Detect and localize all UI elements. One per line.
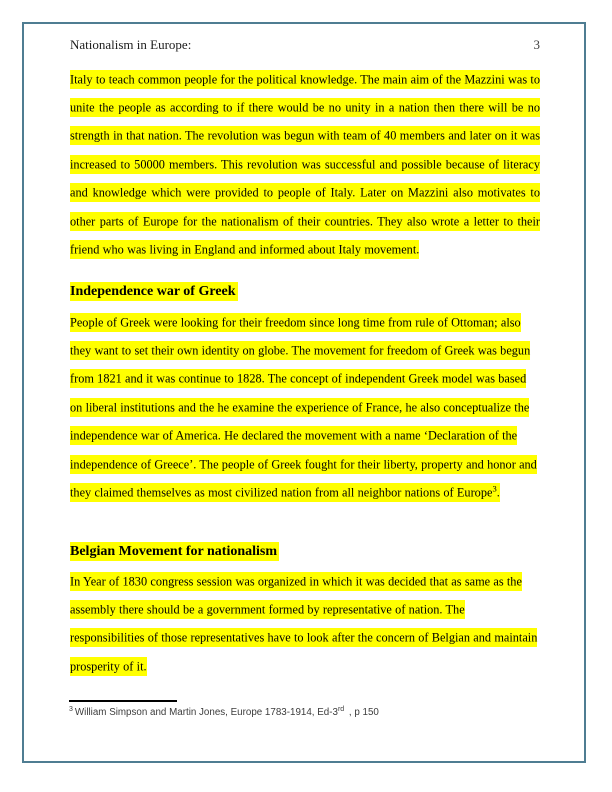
paragraph-belgian — [70, 567, 540, 681]
footnote — [69, 706, 549, 719]
paragraph-mazzini-text: Italy to teach common people for the political knowledge. The main aim of the Mazzini was to unite the people as according to if there would be no unity in a nation then there will be no strength in that nation. The revolution was begun with team of 40 members and later on it was increased to 50000 members. This revolution was successful and possible because of literacy and knowledge which were provided to people of Italy. Later on Mazzini also motivates to other parts of Europe for the nationalism of their countries. They also wrote a letter to their friend who was living in England and informed about Italy movement. — [70, 72, 540, 257]
heading-independence-war-of-greek — [70, 282, 238, 302]
highlight — [70, 313, 537, 503]
highlight — [70, 282, 238, 301]
footnote-tail: , p 150 — [346, 707, 379, 718]
footnote-reference: 3 — [492, 483, 497, 494]
page-number: 3 — [533, 37, 540, 52]
footnote-separator — [69, 700, 177, 702]
highlight — [70, 572, 537, 676]
paragraph-belgian-text: In Year of 1830 congress session was organized in which it was decided that as same as the assembly there should be a government formed by representative of nation. The responsibilities of those representatives have to look after the concern of Belgian and maintain prosperity of it. — [70, 574, 538, 674]
footnote-text: William Simpson and Martin Jones, Europe 1783-1914, Ed-3 — [74, 707, 338, 718]
page-header — [70, 37, 540, 53]
paragraph-greek-period: . — [496, 485, 500, 500]
footnote-edition-superscript: rd — [337, 705, 345, 713]
heading-greek-text: Independence war of Greek — [70, 284, 236, 299]
paragraph-greek — [70, 308, 540, 507]
paragraph-mazzini — [70, 65, 540, 264]
highlight — [70, 542, 279, 561]
heading-belgian-text: Belgian Movement for nationalism — [70, 544, 278, 559]
highlight — [70, 70, 540, 260]
footnote-marker: 3 — [69, 705, 73, 713]
heading-belgian-movement — [70, 542, 279, 562]
header-title: Nationalism in Europe: — [70, 37, 192, 52]
paragraph-greek-text: People of Greek were looking for their freedom since long time from rule of Ottoman; also they want to set their own identity on globe. The movement for freedom of Greek was begun from 1821 and it was continue to 1828. The concept of independent Greek model was based on liberal institutions and the he examine the experience of France, he also conceptualize the independence war of America. He declared the movement with a name ‘Declaration of the independence of Greece’. The people of Greek fought for their liberty, property and honor and they claimed themselves as most civilized nation from all neighbor nations of Europe — [70, 315, 537, 500]
